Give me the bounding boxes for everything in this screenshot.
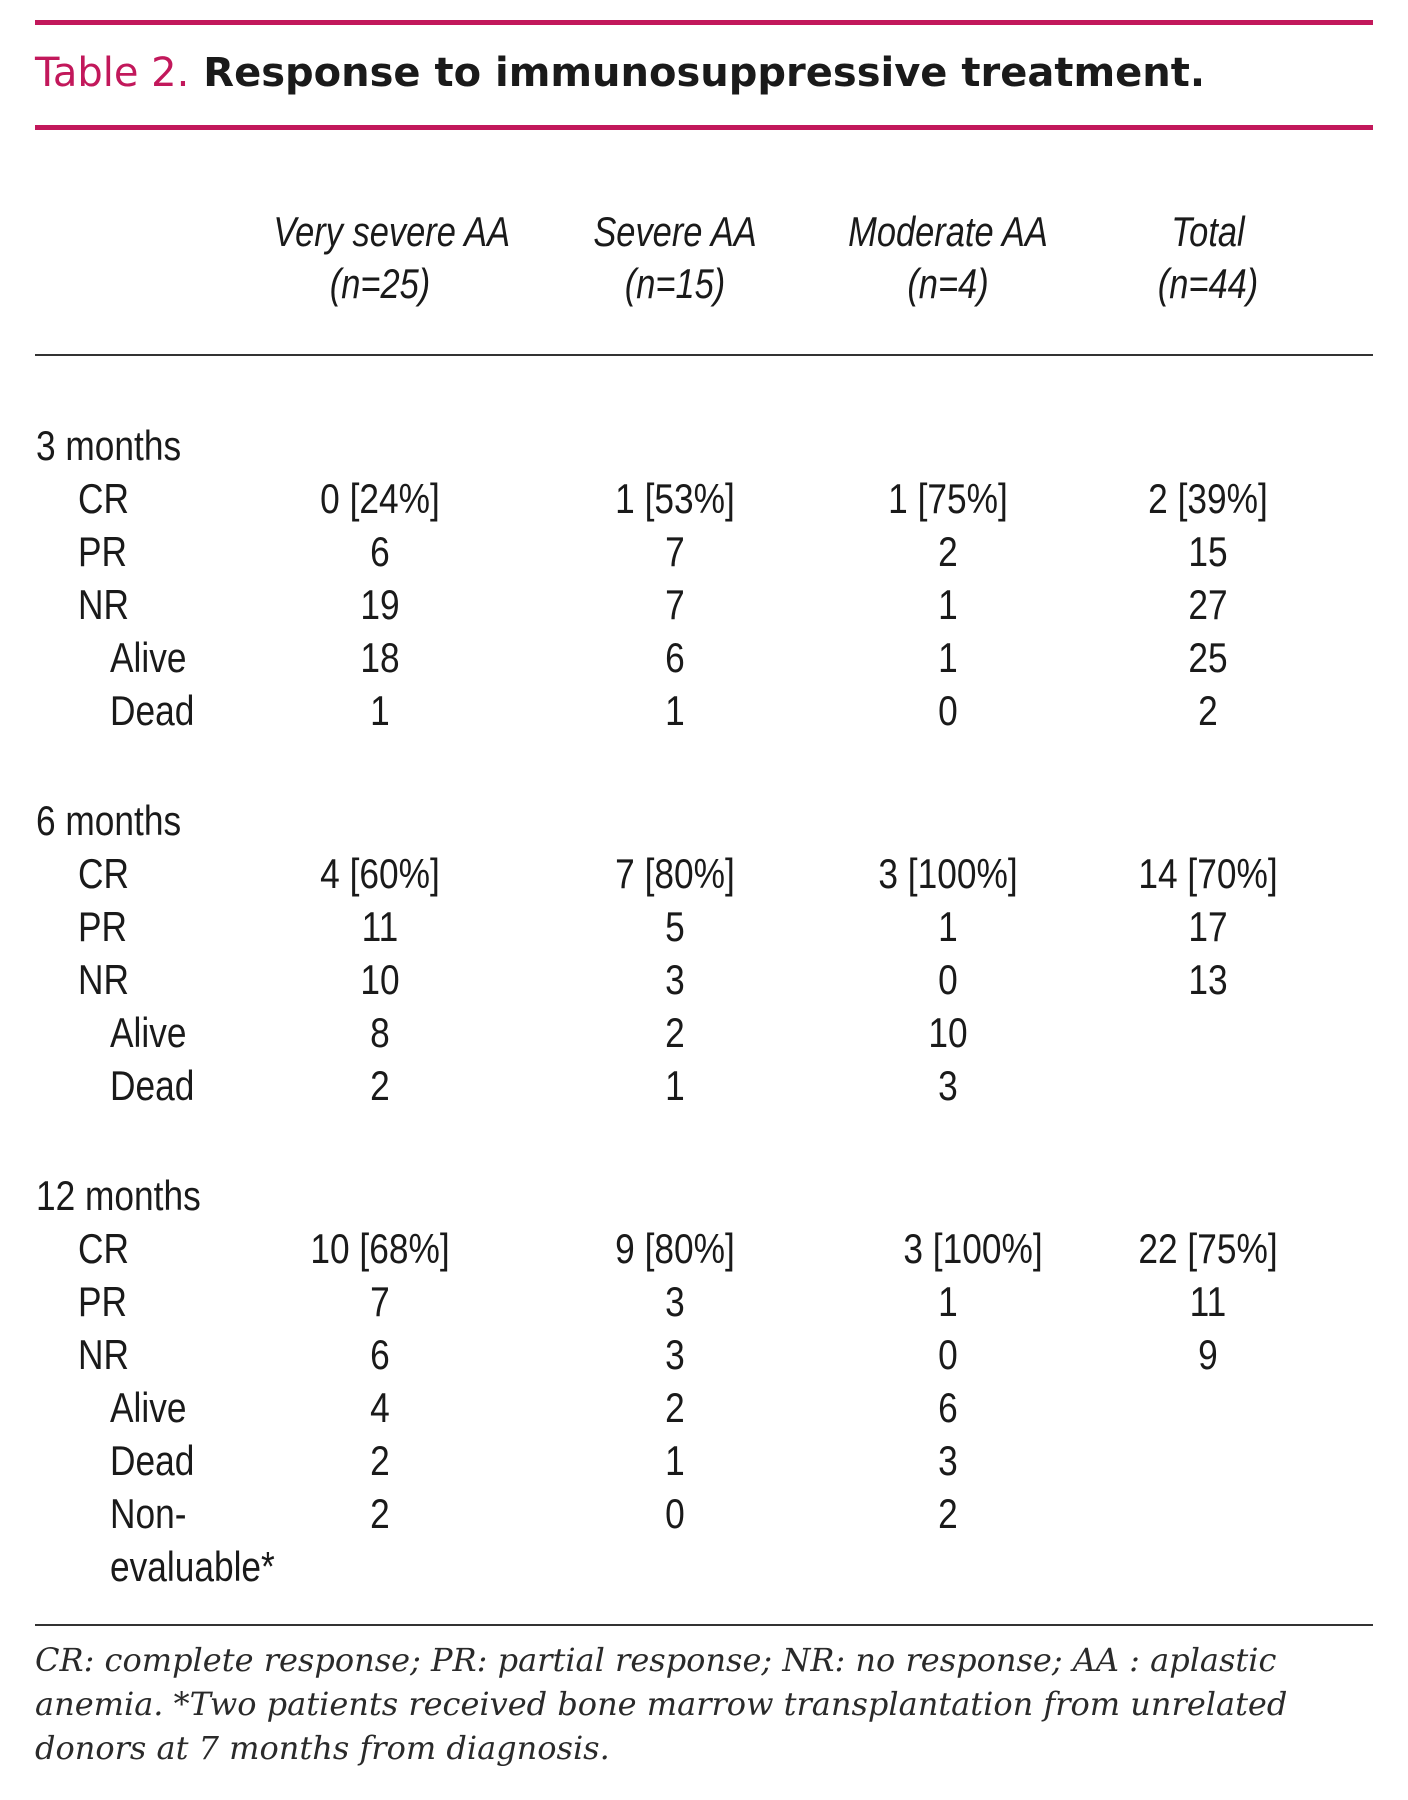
cell: 2	[370, 1062, 390, 1109]
cell: 15	[1188, 528, 1228, 575]
footer-rule	[35, 1624, 1373, 1626]
cell: 3	[938, 1062, 958, 1109]
table-row	[0, 1488, 1408, 1540]
row-label: Dead	[110, 1062, 195, 1109]
cell: 6	[370, 528, 390, 575]
cell: 2	[665, 1009, 685, 1056]
cell: 2	[370, 1437, 390, 1484]
cell: 1	[938, 634, 958, 681]
row-label: Dead	[110, 1437, 195, 1484]
cell: 1	[665, 1062, 685, 1109]
cell: 7	[665, 528, 685, 575]
cell: 3	[665, 956, 685, 1003]
column-header-severe	[568, 206, 781, 310]
section-title: 6 months	[36, 797, 182, 844]
row-label: Dead	[110, 687, 195, 734]
cell: 19	[360, 581, 400, 628]
cell: 11	[361, 903, 399, 950]
table-row	[0, 1007, 1408, 1059]
column-header-n: (n=25)	[329, 260, 431, 307]
table-row	[0, 848, 1408, 900]
table-row	[0, 632, 1408, 684]
cell: 3 [100%]	[878, 850, 1018, 897]
cell: 0	[938, 687, 958, 734]
cell: 7	[370, 1278, 390, 1325]
cell: 11	[1189, 1278, 1227, 1325]
cell: 0	[938, 1331, 958, 1378]
cell: 0 [24%]	[320, 475, 440, 522]
section-title: 3 months	[36, 422, 182, 469]
cell: 14 [70%]	[1138, 850, 1278, 897]
cell: 25	[1188, 634, 1228, 681]
section-title-row	[0, 1170, 1408, 1222]
column-header-very-severe	[273, 206, 511, 310]
table-row	[0, 954, 1408, 1006]
cell: 10 [68%]	[310, 1225, 450, 1272]
cell: 2	[370, 1490, 390, 1537]
row-label: NR	[78, 956, 129, 1003]
table-row	[0, 1060, 1408, 1112]
table-row	[0, 1223, 1408, 1275]
header-rule	[35, 354, 1373, 356]
cell: 2	[938, 1490, 958, 1537]
column-header-n: (n=44)	[1157, 260, 1259, 307]
table-row	[0, 473, 1408, 525]
cell: 17	[1188, 903, 1228, 950]
table-number: Table 2.	[35, 50, 190, 96]
table-row	[0, 1541, 1408, 1593]
cell: 0	[938, 956, 958, 1003]
cell: 9 [80%]	[615, 1225, 735, 1272]
column-header-name: Moderate AA	[848, 208, 1048, 255]
cell: 4	[370, 1384, 390, 1431]
cell: 18	[360, 634, 400, 681]
row-label: CR	[78, 475, 129, 522]
cell: 6	[938, 1384, 958, 1431]
row-label: PR	[78, 1278, 128, 1325]
cell: 1	[665, 687, 685, 734]
cell: 3	[665, 1278, 685, 1325]
row-label: evaluable*	[110, 1543, 275, 1590]
section-title-row	[0, 795, 1408, 847]
cell: 4 [60%]	[320, 850, 440, 897]
table-row	[0, 685, 1408, 737]
cell: 1	[370, 687, 390, 734]
cell: 27	[1188, 581, 1228, 628]
row-label: PR	[78, 528, 128, 575]
table-row	[0, 1276, 1408, 1328]
column-header-n: (n=15)	[624, 260, 726, 307]
cell: 2	[665, 1384, 685, 1431]
cell: 9	[1198, 1331, 1218, 1378]
cell: 3 [100%]	[903, 1225, 1043, 1272]
top-rule	[35, 20, 1373, 25]
row-label: PR	[78, 903, 128, 950]
table-row	[0, 1382, 1408, 1434]
table-row	[0, 1329, 1408, 1381]
table-caption	[35, 50, 1205, 96]
cell: 8	[370, 1009, 390, 1056]
section-title: 12 months	[36, 1172, 201, 1219]
row-label: CR	[78, 1225, 129, 1272]
table-row	[0, 1435, 1408, 1487]
cell: 7	[665, 581, 685, 628]
cell: 1	[938, 581, 958, 628]
caption-rule	[35, 125, 1373, 130]
cell: 2	[1198, 687, 1218, 734]
cell: 10	[360, 956, 400, 1003]
cell: 13	[1188, 956, 1228, 1003]
column-header-n: (n=4)	[907, 260, 989, 307]
cell: 1	[938, 903, 958, 950]
table-row	[0, 901, 1408, 953]
cell: 0	[665, 1490, 685, 1537]
table-footnote: CR: complete response; PR: partial response; NR: no response; AA : aplastic anemia. *Two patients received bone marrow transplantation from unrelated donors at 7 months from diagnosis.	[35, 1641, 1288, 1767]
cell: 3	[665, 1331, 685, 1378]
cell: 6	[665, 634, 685, 681]
section-title-row	[0, 420, 1408, 472]
table-title: Response to immunosuppressive treatment.	[203, 50, 1206, 96]
column-header-name: Total	[1171, 208, 1245, 255]
row-label: NR	[78, 1331, 129, 1378]
cell: 1	[665, 1437, 685, 1484]
cell: 1	[938, 1278, 958, 1325]
cell: 3	[938, 1437, 958, 1484]
cell: 22 [75%]	[1138, 1225, 1278, 1272]
row-label: Non-	[110, 1490, 187, 1537]
cell: 10	[928, 1009, 968, 1056]
table-row	[0, 579, 1408, 631]
row-label: Alive	[110, 1384, 187, 1431]
table-row	[0, 526, 1408, 578]
column-header-total	[1101, 206, 1314, 310]
row-label: CR	[78, 850, 129, 897]
row-label: Alive	[110, 634, 187, 681]
column-header-name: Very severe AA	[273, 208, 511, 255]
row-label: Alive	[110, 1009, 187, 1056]
column-header-moderate	[841, 206, 1054, 310]
cell: 2	[938, 528, 958, 575]
cell: 1 [53%]	[615, 475, 735, 522]
cell: 6	[370, 1331, 390, 1378]
column-header-name: Severe AA	[593, 208, 757, 255]
cell: 1 [75%]	[888, 475, 1008, 522]
cell: 2 [39%]	[1148, 475, 1268, 522]
cell: 7 [80%]	[615, 850, 735, 897]
row-label: NR	[78, 581, 129, 628]
cell: 5	[665, 903, 685, 950]
